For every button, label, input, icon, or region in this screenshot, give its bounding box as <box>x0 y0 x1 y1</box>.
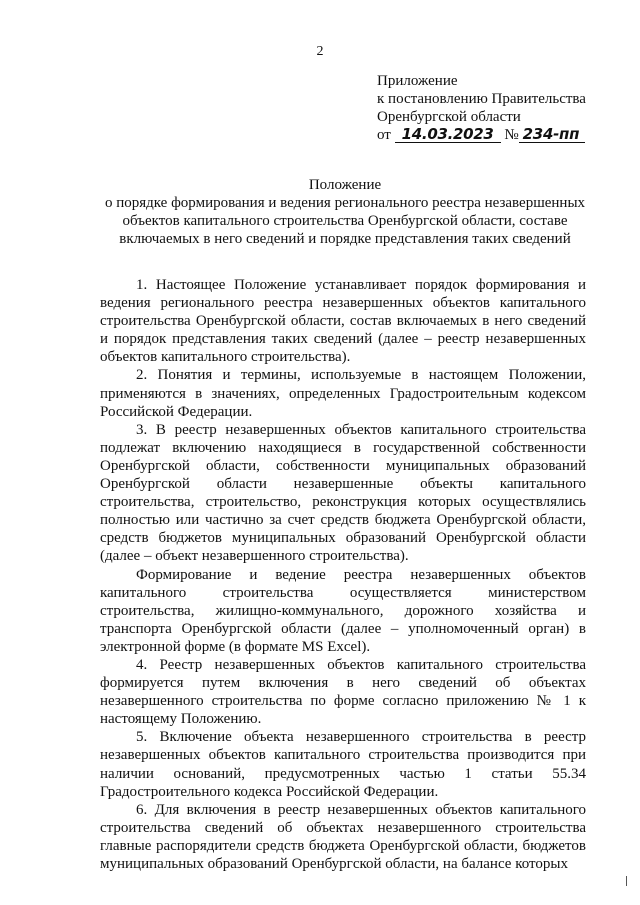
date-prefix: от <box>377 127 391 143</box>
page-number: 2 <box>316 44 324 59</box>
paragraph-4: 4. Реестр незавершенных объектов капитального строительства формируется путем включения в него сведений об объектах незавершенного строительства по форме согласно приложению № 1 к настоящему Положению. <box>100 656 586 728</box>
annex-date-line <box>377 126 586 144</box>
annex-block <box>377 72 586 144</box>
annex-line-region: Оренбургской области <box>377 109 521 125</box>
paragraph-1: 1. Настоящее Положение устанавливает порядок формирования и ведения регионального реестра незавершенных объектов капитального строительства Оренбургской области, состав включаемых в него сведений и порядок представления таких сведений (далее – реестр незавершенных объектов капитального строительства). <box>100 277 586 366</box>
number-prefix: № <box>504 127 519 143</box>
title-subtitle: о порядке формирования и ведения регионального реестра незавершенных объектов капитального строительства Оренбургской области, составе включаемых в него сведений и порядке представления таких сведений <box>104 195 586 247</box>
scan-edge-mark <box>626 876 627 886</box>
paragraph-2: 2. Понятия и термины, используемые в настоящем Положении, применяются в значениях, определенных Градостроительным кодексом Российской Федерации. <box>100 367 586 420</box>
document-title <box>95 176 595 248</box>
annex-title: Приложение <box>377 73 458 89</box>
handwritten-number: 234-пп <box>519 127 585 143</box>
paragraph-6: 6. Для включения в реестр незавершенных объектов капитального строительства сведений об объектах незавершенного строительства главные распорядители средств бюджета Оренбургской области, бюджетов муниципальных образований Оренбургской области, на балансе которых <box>100 801 586 872</box>
document-body <box>100 276 586 873</box>
paragraph-3: 3. В реестр незавершенных объектов капитального строительства подлежат включению находящиеся в государственной собственности Оренбургской области, собственности муниципальных образований Оренбургской области незавершенные объекты капитального строительства, строительство, реконструкция которых осуществлялись полностью или частично за счет средств бюджета Оренбургской области, средств бюджетов муниципальных образований Оренбургской области (далее – объект незавершенного строительства). <box>100 421 586 565</box>
title-heading: Положение <box>308 177 382 193</box>
annex-line-resolution: к постановлению Правительства <box>377 91 586 107</box>
paragraph-3-continuation: Формирование и ведение реестра незавершенных объектов капитального строительства осуществляется министерством строительства, жилищно-коммунального, дорожного хозяйства и транспорта Оренбургской области (далее – уполномоченный орган) в электронной форме (в формате MS Excel). <box>100 566 586 655</box>
handwritten-date: 14.03.2023 <box>395 127 501 143</box>
paragraph-5: 5. Включение объекта незавершенного строительства в реестр незавершенных объектов капитального строительства производится при наличии оснований, предусмотренных частью 1 статьи 55.34 Градостроительного кодекса Российской Федерации. <box>100 729 586 800</box>
